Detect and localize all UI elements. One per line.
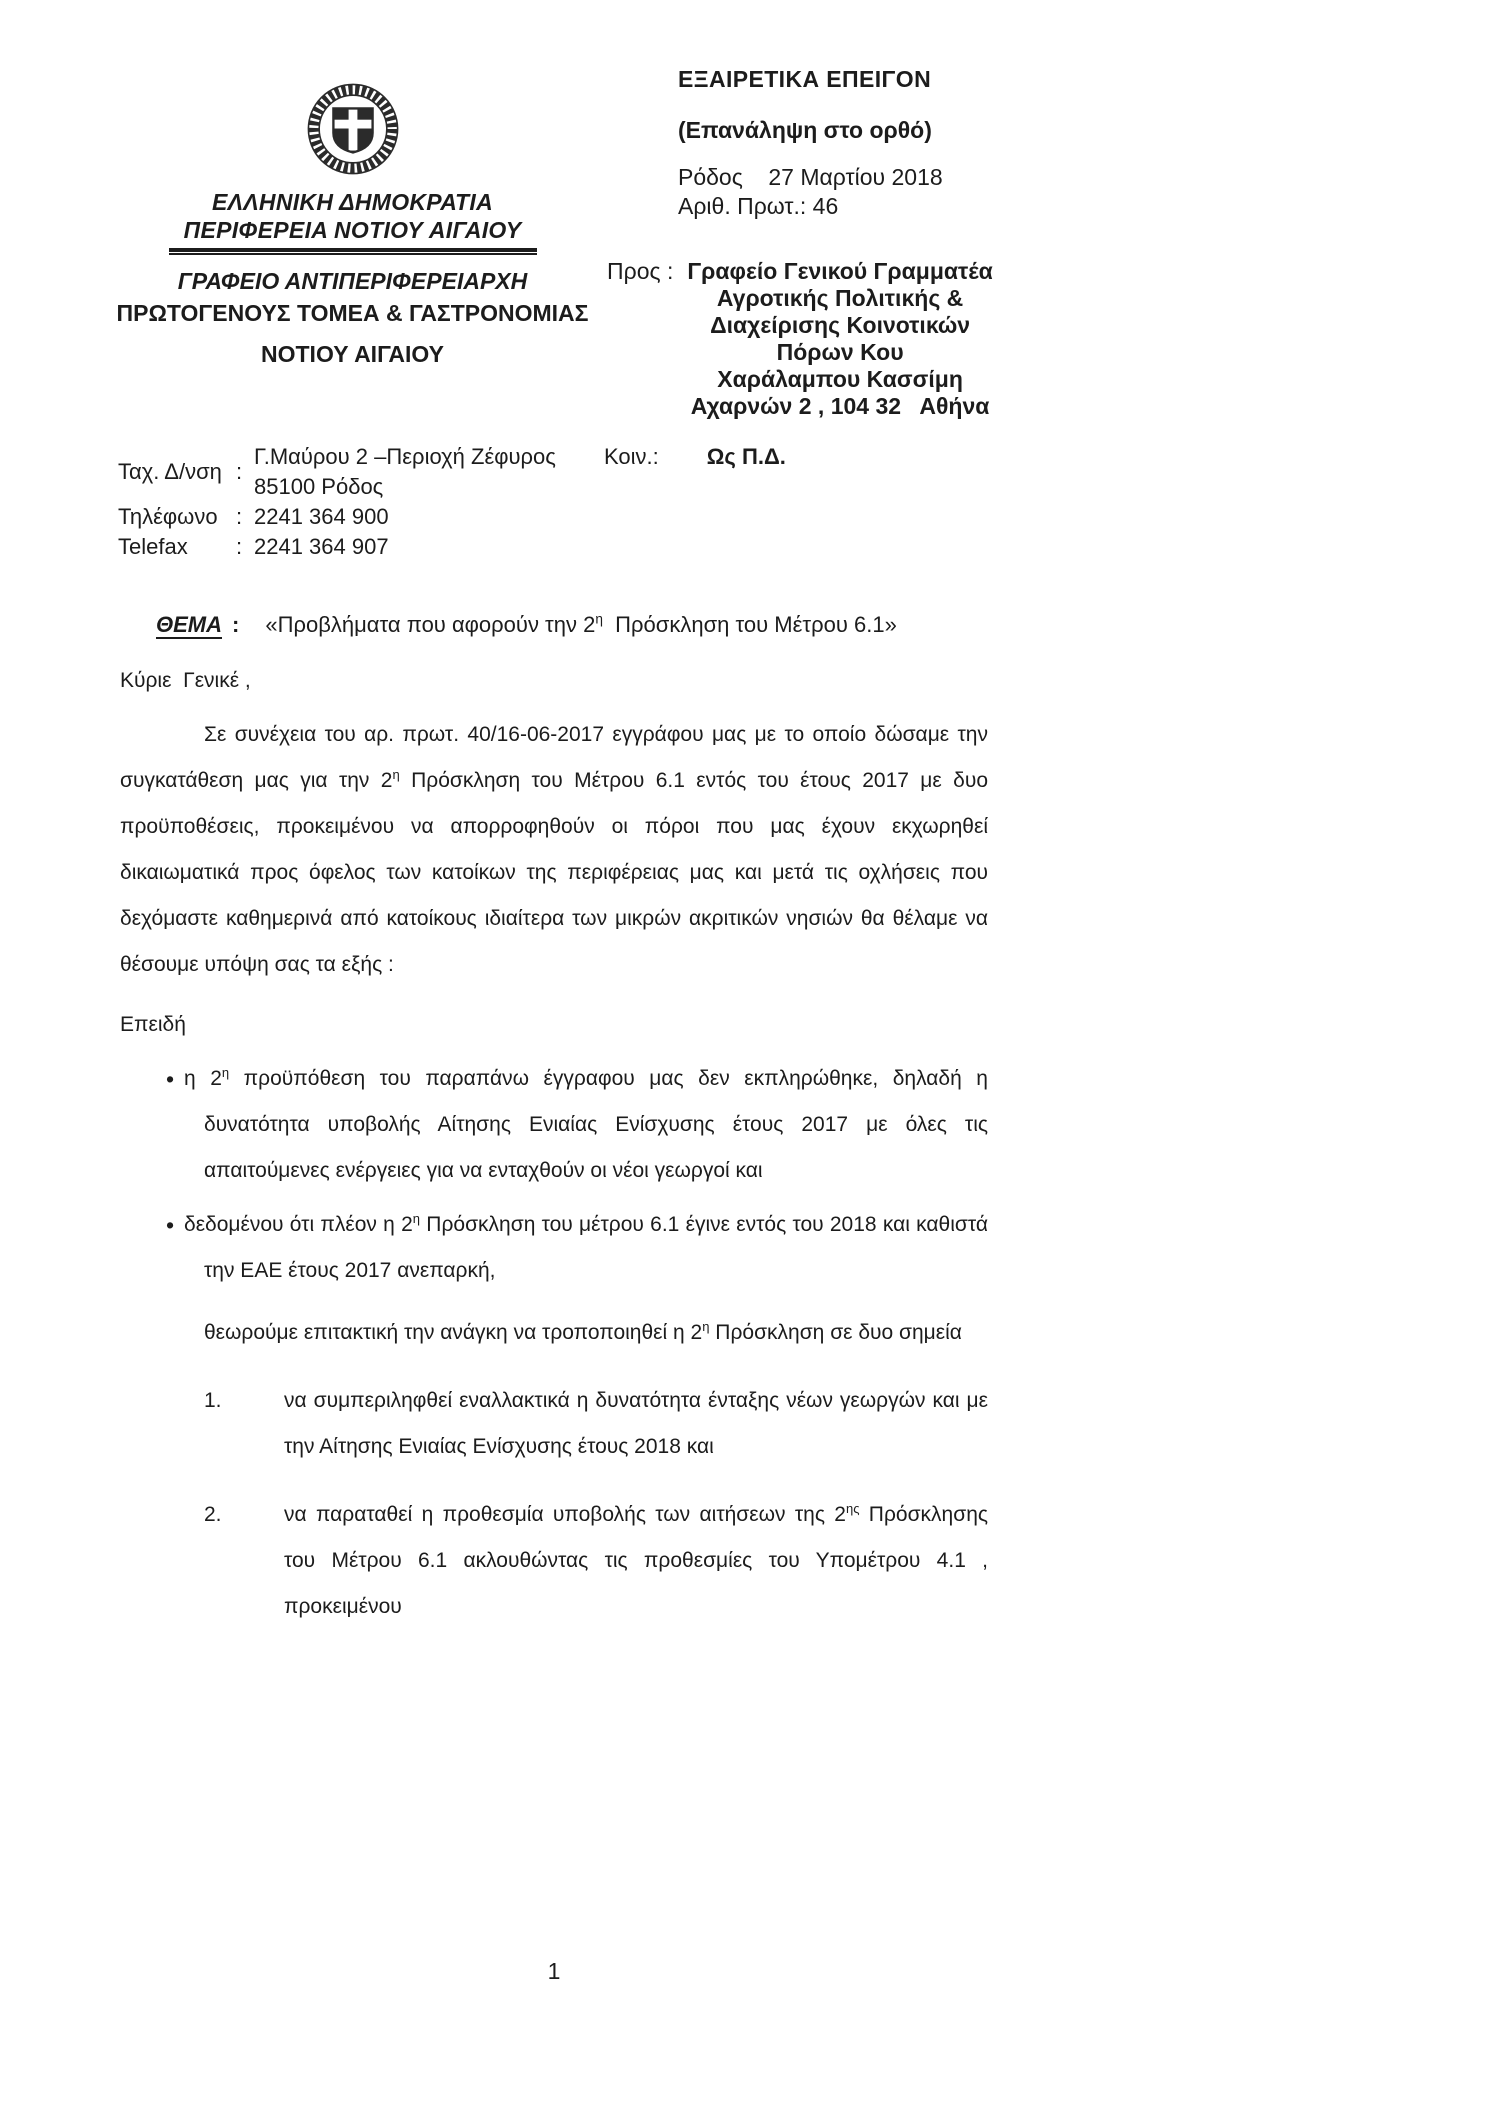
org-area: ΝΟΤΙΟΥ ΑΙΓΑΙΟΥ: [261, 341, 444, 367]
subject-label: ΘΕΜΑ: [156, 612, 222, 637]
bullet-2-part-1: δεδομένου ότι πλέον η 2: [184, 1213, 413, 1236]
urgency-block: [678, 66, 943, 220]
subject-colon: :: [232, 612, 240, 637]
item-2-part-1: να παραταθεί η προθεσμία υποβολής των αιτήσεων της 2: [284, 1503, 846, 1526]
recipient-line-4: Πόρων Κου: [776, 339, 904, 365]
bullet-1-part-2: προϋπόθεση του παραπάνω έγγραφου μας δεν εκπληρώθηκε, δηλαδή η δυνατότητα υποβολής Αίτησης Ενιαίας Ενίσχυσης έτους 2017 με όλες τις απαιτούμενες ενέργειες για να ενταχθούν οι νέοι γεωργοί και: [204, 1067, 988, 1182]
org-country: ΕΛΛΗΝΙΚΗ ΔΗΜΟΚΡΑΤΙΑ: [212, 189, 493, 215]
recipient-label: Προς :: [607, 258, 674, 284]
salutation: Κύριε Γενικέ ,: [120, 669, 251, 692]
intro-part-1: Σε συνέχεια του αρ. πρωτ. 40/16-06-2017 εγγράφου μας με το οποίο δώσαμε την συγκατάθεση μας για την 2: [120, 723, 988, 792]
letterhead-divider: [169, 248, 537, 255]
place-date: Ρόδος 27 Μαρτίου 2018: [678, 164, 943, 190]
item-1-number: 1.: [204, 1389, 222, 1412]
request-ordinal-sup: η: [702, 1319, 710, 1334]
recipient-line-6: Αχαρνών 2 , 104 32 Αθήνα: [690, 393, 990, 419]
recipient-block: [607, 258, 993, 420]
cc-label: Κοιν.:: [604, 444, 659, 469]
because-word: Επειδή: [120, 1013, 186, 1036]
address-label: Ταχ. Δ/νση: [118, 459, 222, 484]
bullet-1-ordinal-sup: η: [221, 1065, 230, 1080]
address-colon: :: [236, 459, 243, 484]
recipient-line-5: Χαράλαμπου Κασσίμη: [717, 366, 963, 392]
request-part-1: θεωρούμε επιτακτική την ανάγκη να τροποποιηθεί η 2: [204, 1321, 703, 1344]
letterhead: [95, 80, 610, 368]
subject-text: [265, 612, 896, 638]
intro-ordinal-sup: η: [392, 767, 400, 782]
phone-colon: :: [236, 504, 243, 529]
item-2-number: 2.: [204, 1503, 222, 1526]
bullet-item-2: [120, 1202, 988, 1294]
item-2-part-2: Πρόσκλησης του Μέτρου 6.1 ακλουθώντας τις προθεσμίες του Υπομέτρου 4.1 , προκειμένου: [284, 1503, 988, 1618]
fax-colon: :: [236, 534, 243, 559]
fax-label: Telefax: [118, 534, 188, 559]
greek-coat-of-arms-icon: [304, 80, 402, 178]
recipient-address: [687, 258, 992, 420]
protocol-number: Αριθ. Πρωτ.: 46: [678, 193, 839, 219]
org-department: ΠΡΩΤΟΓΕΝΟΥΣ ΤΟΜΕΑ & ΓΑΣΤΡΟΝΟΜΙΑΣ: [116, 300, 589, 326]
bullet-item-1: [120, 1056, 988, 1194]
bullet-2-ordinal-sup: η: [412, 1211, 421, 1226]
recipient-line-1: Γραφείο Γενικού Γραμματέα: [687, 258, 993, 284]
cc-block: [604, 444, 786, 470]
subject-text-part-1: «Προβλήματα που αφορούν την 2: [265, 612, 596, 637]
subject-line: [156, 612, 897, 638]
numbered-item-2: [120, 1492, 988, 1630]
fax-value: 2241 364 907: [254, 534, 389, 559]
item-2-ordinal-sup: ης: [845, 1501, 860, 1516]
phone-value: 2241 364 900: [254, 504, 389, 529]
address-line-1: Γ.Μαύρου 2 –Περιοχή Ζέφυρος: [254, 444, 556, 469]
org-office: ΓΡΑΦΕΙΟ ΑΝΤΙΠΕΡΙΦΕΡΕΙΑΡΧΗ: [177, 268, 528, 294]
item-1-text: να συμπεριληφθεί εναλλακτικά η δυνατότητα ένταξης νέων γεωργών και με την Αίτησης Ενιαίας Ενίσχυσης έτους 2018 και: [284, 1389, 988, 1458]
intro-part-2: Πρόσκληση του Μέτρου 6.1 εντός του έτους 2017 με δυο προϋποθέσεις, προκειμένου να απορροφηθούν οι πόροι που μας έχουν εκχωρηθεί δικαιωματικά προς όφελος των κατοίκων της περιφέρειας μας και μετά τις οχλήσεις που δεχόμαστε καθημερινά από κατοίκους ιδιαίτερα των μικρών ακριτικών νησιών θα θέλαμε να θέσουμε υπόψη σας τα εξής :: [120, 769, 988, 976]
numbered-item-1: [120, 1378, 988, 1470]
recipient-line-3: Διαχείρισης Κοινοτικών: [710, 312, 971, 338]
bullet-1-part-1: η 2: [184, 1067, 222, 1090]
bullet-2-part-2: Πρόσκληση του μέτρου 6.1 έγινε εντός του 2018 και καθιστά την ΕΑΕ έτους 2017 ανεπαρκή,: [204, 1213, 988, 1282]
contact-block: [118, 442, 556, 562]
address-line-2: 85100 Ρόδος: [254, 474, 384, 499]
letter-body: [120, 658, 988, 1630]
item-2-text: [284, 1492, 988, 1630]
phone-label: Τηλέφωνο: [118, 504, 218, 529]
address-value: [254, 442, 556, 502]
subject-ordinal-sup: η: [595, 611, 603, 627]
recipient-line-2: Αγροτικής Πολιτικής &: [716, 285, 964, 311]
cc-value: Ως Π.Δ.: [706, 444, 786, 469]
correction-note: (Επανάληψη στο ορθό): [678, 117, 932, 143]
intro-paragraph: [120, 712, 988, 988]
org-region: ΠΕΡΙΦΕΡΕΙΑ ΝΟΤΙΟΥ ΑΙΓΑΙΟΥ: [183, 217, 522, 243]
subject-text-part-2: Πρόσκληση του Μέτρου 6.1»: [602, 612, 897, 637]
urgency-label: ΕΞΑΙΡΕΤΙΚΑ ΕΠΕΙΓΟΝ: [678, 66, 932, 92]
request-part-2: Πρόσκληση σε δυο σημεία: [709, 1321, 962, 1344]
request-intro: [120, 1310, 988, 1356]
page-number: 1: [547, 1958, 561, 1984]
